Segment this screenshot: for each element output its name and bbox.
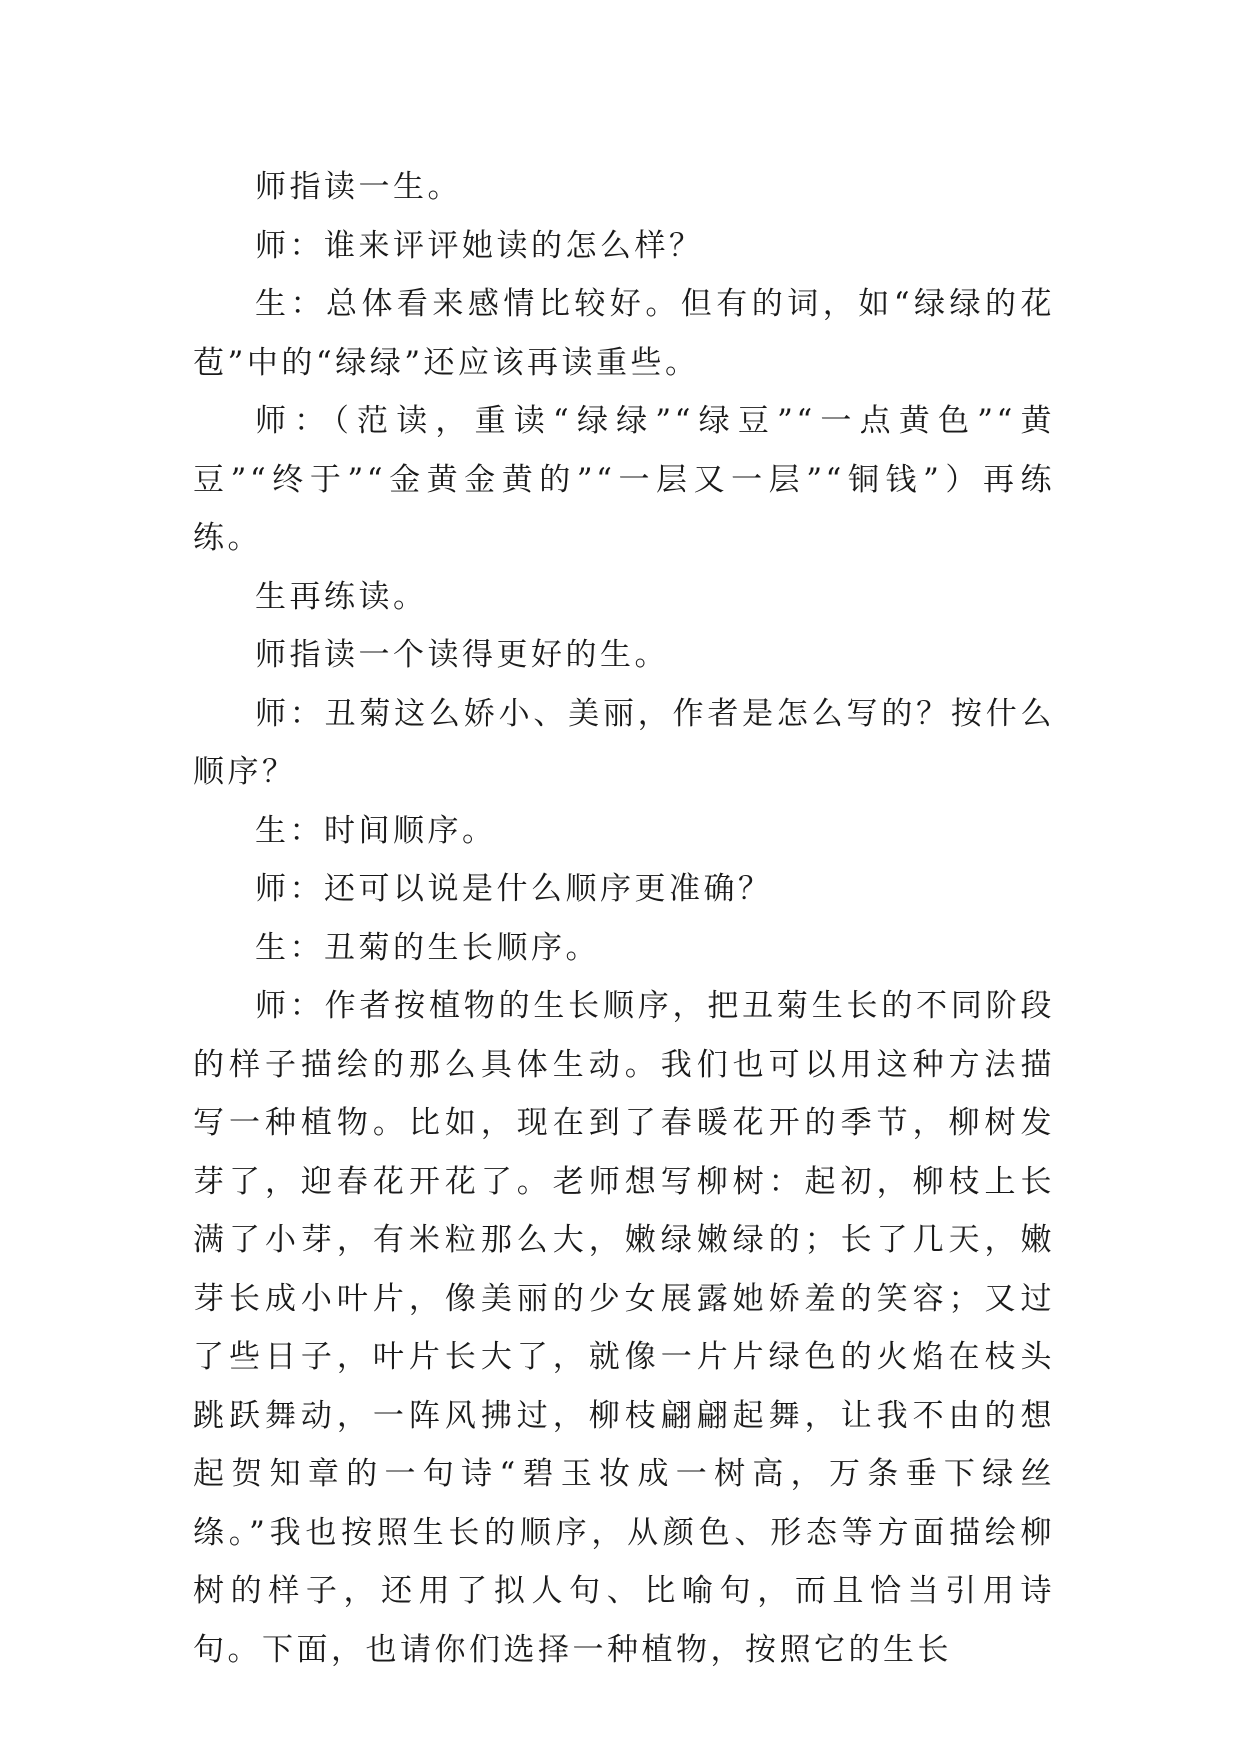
paragraph: 师指读一个读得更好的生。 [255, 637, 669, 673]
paragraph: 生：总体看来感情比较好。但有的词，如“绿绿的花苞”中的“绿绿”还应该再读重些。 [193, 286, 1055, 381]
paragraph: 生：时间顺序。 [255, 812, 497, 849]
paragraph: 师指读一生。 [255, 169, 462, 205]
paragraph: 师：还可以说是什么顺序更准确？ [255, 871, 773, 907]
paragraph: 生再练读。 [255, 578, 428, 615]
paragraph: 师：丑菊这么娇小、美丽，作者是怎么写的？按什么顺序？ [193, 695, 1055, 790]
paragraph: 师：作者按植物的生长顺序，把丑菊生长的不同阶段的样子描绘的那么具体生动。我们也可以用这种方法描写一种植物。比如，现在到了春暖花开的季节，柳树发芽了，迎春花开花了。老师想写柳树：起初，柳枝上长满了小芽，有米粒那么大，嫩绿嫩绿的；长了几天，嫩芽长成小叶片，像美丽的少女展露她娇羞的笑容；又过了些日子，叶片长大了，就像一片片绿色的火焰在枝头跳跃舞动，一阵风拂过，柳枝翩翩起舞，让我不由的想起贺知章的一句诗“碧玉妆成一树高，万条垂下绿丝绦。”我也按照生长的顺序，从颜色、形态等方面描绘柳树的样子，还用了拟人句、比喻句，而且恰当引用诗句。下面，也请你们选择一种植物，按照它的生长 [193, 988, 1055, 1668]
paragraph: 师：（范读，重读“绿绿”“绿豆”“一点黄色”“黄豆”“终于”“金黄金黄的”“一层又一层”“铜钱”）再练练。 [193, 403, 1055, 556]
document-body [193, 158, 1055, 1679]
paragraph: 师：谁来评评她读的怎么样？ [255, 227, 704, 264]
paragraph: 生：丑菊的生长顺序。 [255, 929, 600, 966]
